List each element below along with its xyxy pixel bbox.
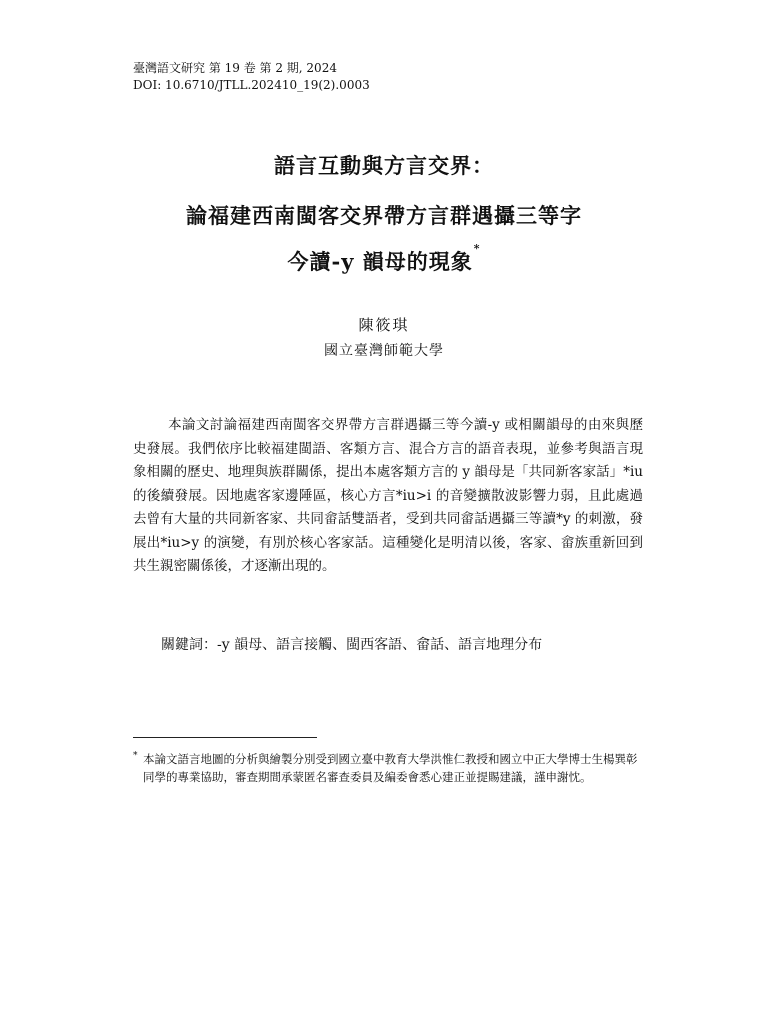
keywords-label: 關鍵詞： [161,637,217,653]
footnote-divider [133,737,317,738]
keywords [161,634,542,654]
footnote-mark: * [133,751,138,761]
doi-line: DOI: 10.6710/JTLL.202410_19(2).0003 [133,78,370,92]
abstract-text: 本論文討論福建西南閩客交界帶方言群遇攝三等今讀-y 或相關韻母的由來與歷史發展。我們依序比較福建閩語、客類方言、混合方言的語音表現，並參考與語言現象相關的歷史、地理與族群關係，提出本處客類方言的 y 韻母是「共同新客家話」*iu 的後續發展。因地處客家邊陲區，核心方言*iu>i 的音變擴散波影響力弱，且此處過去曾有大量的共同新客家、共同畲話雙語者，受到共同畲話遇攝三等讀*y 的刺激，發展出*iu>y 的演變，有別於核心客家話。這種變化是明清以後，客家、畲族重新回到共生親密關係後，才逐漸出現的。 [133,417,643,574]
title-line-2: 論福建西南閩客交界帶方言群遇攝三等字 [186,203,582,228]
author-affiliation: 國立臺灣師範大學 [324,343,444,359]
author-name: 陳筱琪 [358,316,410,334]
footnote-text: 本論文語言地圖的分析與繪製分別受到國立臺中教育大學洪惟仁教授和國立中正大學博士生楊巽彰同學的專業協助，審查期間承蒙匿名審查委員及編委會悉心建正並提賜建議，謹申謝忱。 [143,752,638,784]
title-line-1: 語言互動與方言交界： [274,153,494,178]
title-footnote-mark: * [473,242,481,255]
journal-header [133,60,370,94]
footnote [133,750,643,786]
keywords-text: -y 韻母、語言接觸、閩西客語、畲話、語言地理分布 [217,637,543,653]
title-line-3: 今讀-y 韻母的現象* [287,242,481,274]
journal-issue-line: 臺灣語文研究 第 19 卷 第 2 期, 2024 [133,61,337,75]
abstract [133,414,643,579]
